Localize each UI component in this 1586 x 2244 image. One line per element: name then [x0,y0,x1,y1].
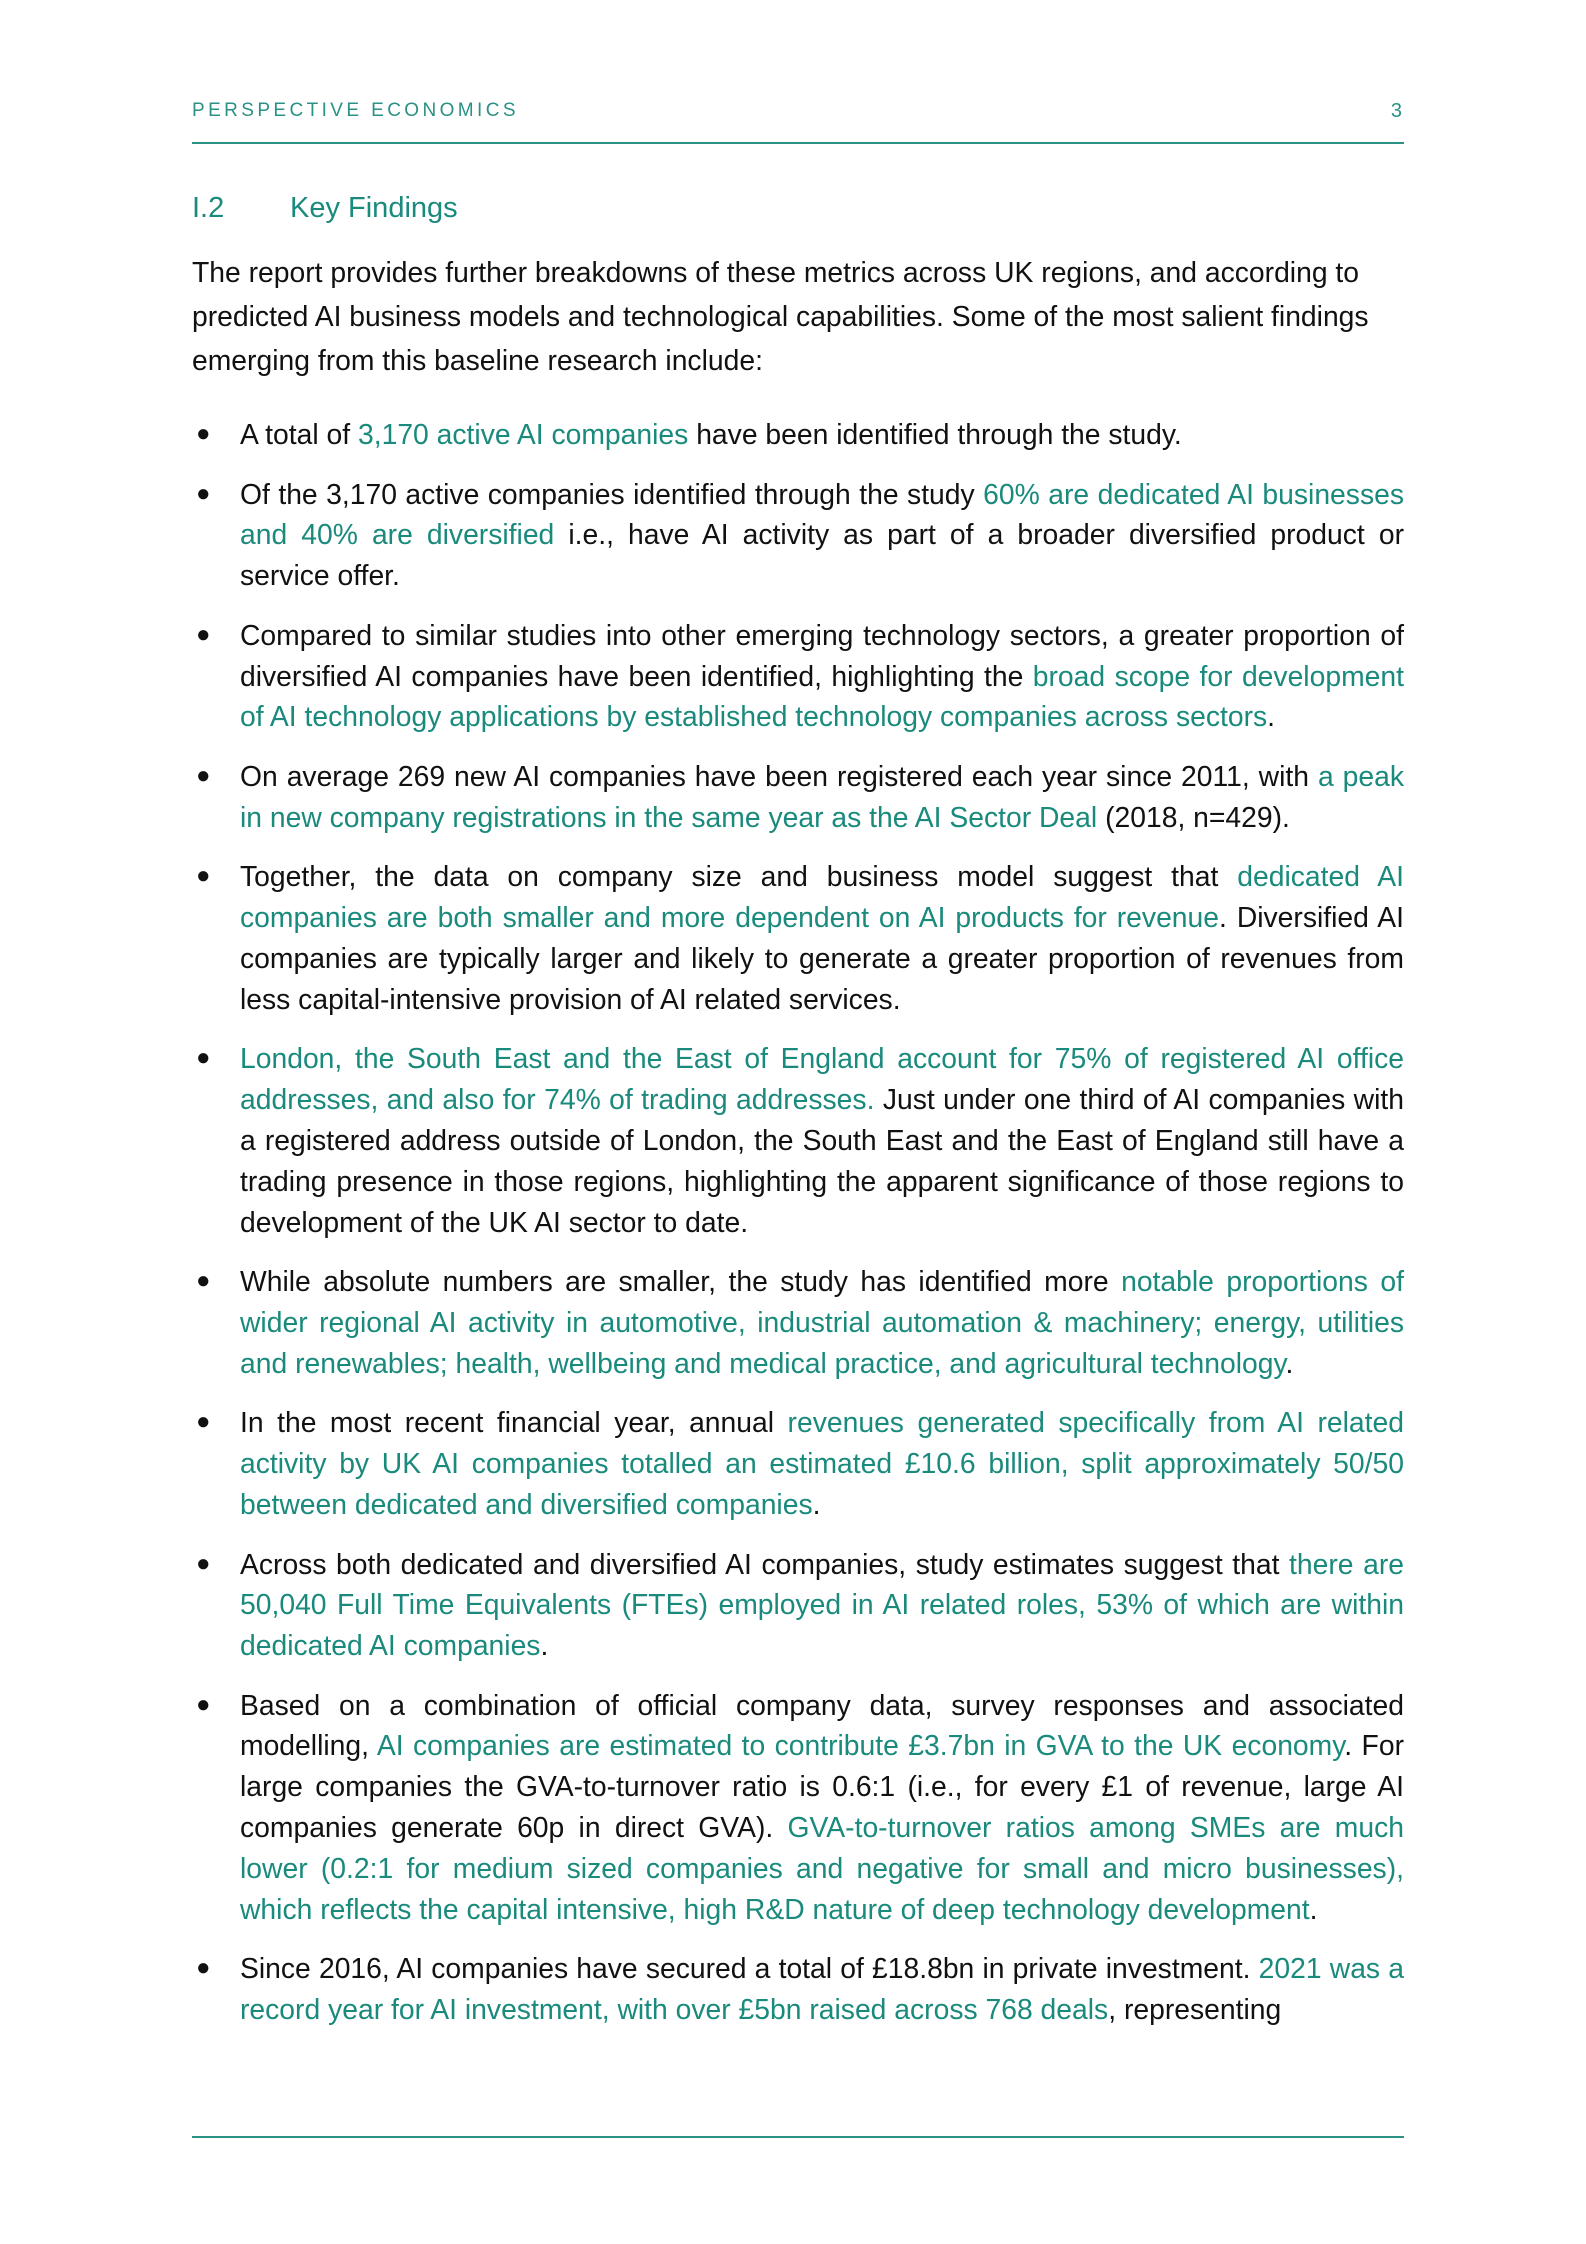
finding-item: ● Of the 3,170 active companies identified through the study 60% are dedicated AI businesses and 40% are diversified i.e., have AI activity as part of a broader diversified product or service offer. [192,474,1404,596]
section-title: Key Findings [290,192,458,224]
header-brand: PERSPECTIVE ECONOMICS [192,100,519,121]
bullet-icon: ● [196,1690,211,1718]
bullet-icon: ● [196,862,211,890]
section-heading [192,192,458,225]
page-number: 3 [1390,100,1402,122]
key-findings-list [192,414,1404,2049]
bullet-icon: ● [196,1044,211,1072]
finding-item: ● On average 269 new AI companies have been registered each year since 2011, with a peak in new company registrations in the same year as the AI Sector Deal (2018, n=429). [192,756,1404,838]
finding-item: ● In the most recent financial year, annual revenues generated specifically from AI related activity by UK AI companies totalled an estimated £10.6 billion, split approximately 50/50 between dedicated and diversified companies. [192,1402,1404,1524]
intro-paragraph: The report provides further breakdowns of these metrics across UK regions, and according to predicted AI business models and technological capabilities. Some of the most salient findings emerging from this baseline research include: [192,256,1369,376]
section-number: I.2 [192,192,225,224]
finding-item: ● Since 2016, AI companies have secured a total of £18.8bn in private investment. 2021 was a record year for AI investment, with over £5bn raised across 768 deals, representing [192,1948,1404,2030]
page-header [192,96,1404,144]
finding-item: ● While absolute numbers are smaller, the study has identified more notable proportions of wider regional AI activity in automotive, industrial automation & machinery; energy, utilities and renewables; health, wellbeing and medical practice, and agricultural technology. [192,1261,1404,1383]
bullet-icon: ● [196,620,211,648]
bullet-icon: ● [196,420,211,447]
bullet-icon: ● [196,761,211,789]
bullet-icon: ● [196,1267,211,1295]
bullet-icon: ● [196,1549,211,1577]
bullet-icon: ● [196,479,211,507]
bullet-icon: ● [196,1408,211,1436]
finding-item: ● Together, the data on company size and business model suggest that dedicated AI companies are both smaller and more dependent on AI products for revenue. Diversified AI companies are typically larger and likely to generate a greater proportion of revenues from less capital-intensive provision of AI related services. [192,856,1404,1019]
bullet-icon: ● [196,1954,211,1982]
finding-item: ● Across both dedicated and diversified AI companies, study estimates suggest that there are 50,040 Full Time Equivalents (FTEs) employed in AI related roles, 53% of which are within dedicated AI companies. [192,1544,1404,1666]
finding-item: ● A total of 3,170 active AI companies have been identified through the study. [192,414,1404,455]
footer-divider [192,2136,1404,2138]
finding-item: ● Compared to similar studies into other emerging technology sectors, a greater proportion of diversified AI companies have been identified, highlighting the broad scope for development of AI technology applications by established technology companies across sectors. [192,615,1404,737]
finding-item: ● Based on a combination of official company data, survey responses and associated modelling, AI companies are estimated to contribute £3.7bn in GVA to the UK economy. For large companies the GVA-to-turnover ratio is 0.6:1 (i.e., for every £1 of revenue, large AI companies generate 60p in direct GVA). GVA-to-turnover ratios among SMEs are much lower (0.2:1 for medium sized companies and negative for small and micro businesses), which reflects the capital intensive, high R&D nature of deep technology development. [192,1685,1404,1930]
finding-item: ● London, the South East and the East of England account for 75% of registered AI office addresses, and also for 74% of trading addresses. Just under one third of AI companies with a registered address outside of London, the South East and the East of England still have a trading presence in those regions, highlighting the apparent significance of those regions to development of the UK AI sector to date. [192,1038,1404,1242]
